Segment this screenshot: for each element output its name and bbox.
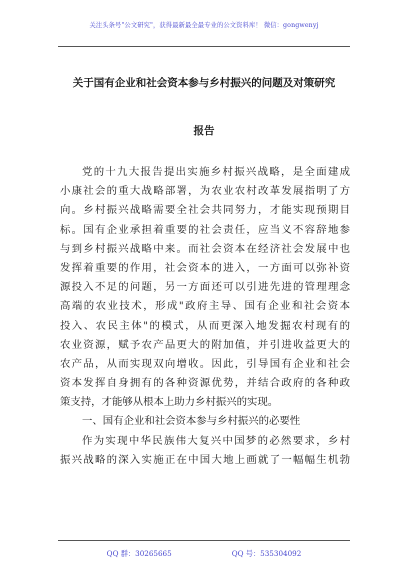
body-line: 发挥着重要的作用，社会资本的进入，一方面可以弥补资 [60,261,350,274]
body-line: 党的十九大报告提出实施乡村振兴战略，是全面建成 [82,166,350,178]
document-body [60,163,350,470]
body-line: 振兴战略的深入实施正在中国大地上画就了一幅幅生机勃 [60,453,350,466]
body-line: 农业资源，赋予农产品更大的附加值，并引进收益更大的 [60,338,350,351]
footer-divider [58,540,350,541]
body-line: 源投入不足的问题，另一方面还可以引进先进的管理理念 [60,281,350,294]
section-heading: 一、国有企业和社会资本参与乡村振兴的必要性 [82,415,301,428]
header-divider [58,46,350,47]
document-title: 关于国有企业和社会资本参与乡村振兴的问题及对策研究 [72,77,336,89]
body-line: 小康社会的重大战略部署，为农业农村改革发展指明了方 [60,185,350,198]
document-subtitle: 报告 [193,125,215,137]
body-line: 作为实现中华民族伟大复兴中国梦的必然要求，乡村 [82,434,350,447]
header-banner: 关注头条号"公文研究"，获得最新最全最专业的公文资料库！ 微信：gongwenyj [89,22,319,29]
body-line: 策支持，才能够从根本上助力乡村振兴的实现。 [60,396,279,409]
footer-qq-number: QQ 号：535304092 [231,549,302,558]
body-line: 农产品，从而实现双向增收。因此，引导国有企业和社会 [60,357,350,370]
body-line: 向。乡村振兴战略需要全社会共同努力，才能实现预期目 [60,204,350,217]
body-line: 资本发挥自身拥有的各种资源优势，并结合政府的各种政 [60,377,350,390]
body-line: 标。国有企业承担着重要的社会责任，应当义不容辞地参 [60,223,350,236]
footer [0,549,408,559]
body-line: 投入、农民主体"的模式，从而更深入地发掘农村现有的 [60,319,350,332]
body-line: 与到乡村振兴战略中来。而社会资本在经济社会发展中也 [60,242,350,255]
footer-qq-group: QQ 群：30265665 [106,549,172,558]
body-line: 高端的农业技术，形成"政府主导、国有企业和社会资本 [60,300,350,313]
